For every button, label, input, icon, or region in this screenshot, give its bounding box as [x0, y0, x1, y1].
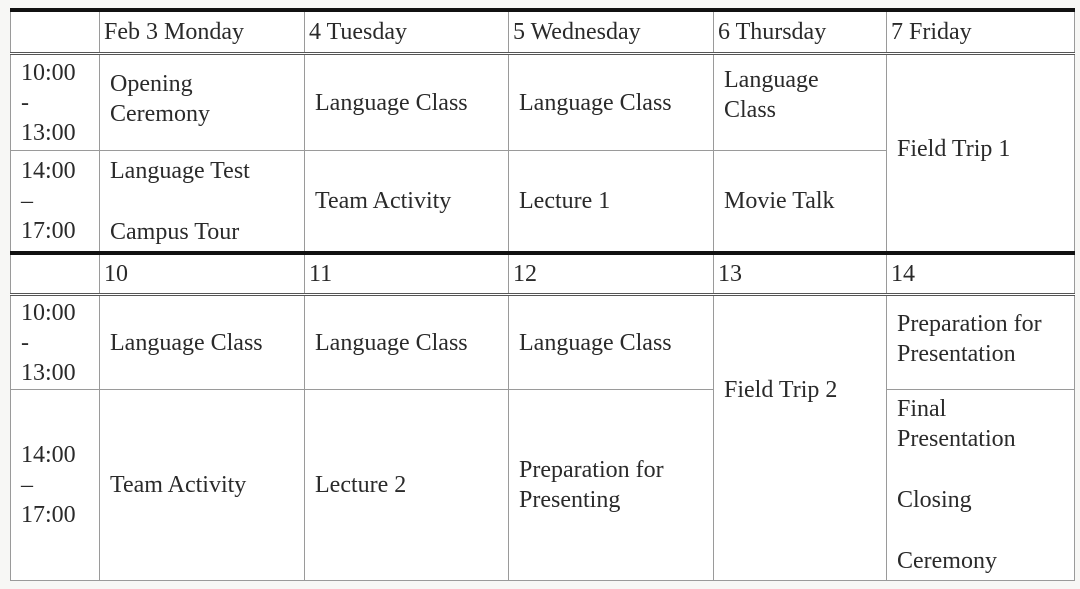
week1-header-monday: Feb 3 Monday — [100, 10, 305, 54]
event-line: Language Test — [110, 157, 250, 184]
event-line: Field Trip 2 — [724, 377, 838, 403]
week2-friday-morning — [887, 295, 1075, 390]
week2-thursday-allday — [714, 295, 887, 581]
event-line: Field Trip 1 — [897, 136, 1011, 162]
week2-morning-time — [11, 295, 100, 390]
week2-tuesday-morning: Language Class — [305, 295, 509, 390]
event-line: Presentation — [897, 340, 1016, 367]
week1-wednesday-morning: Language Class — [509, 54, 714, 151]
week2-monday-afternoon: Team Activity — [100, 390, 305, 581]
week2-tuesday-afternoon: Lecture 2 — [305, 390, 509, 581]
time-dash: - — [21, 329, 29, 356]
line-gap — [897, 454, 1074, 485]
week1-monday-morning — [100, 54, 305, 151]
week1-header-thursday: 6 Thursday — [714, 10, 887, 54]
week2-header-tuesday: 11 — [305, 253, 509, 295]
week1-thursday-morning — [714, 54, 887, 151]
week1-header-row — [11, 10, 1075, 54]
week2-header-corner — [11, 253, 100, 295]
event-line: Class — [724, 96, 777, 123]
week2-monday-morning: Language Class — [100, 295, 305, 390]
week1-thursday-afternoon: Movie Talk — [714, 151, 887, 254]
week2-header-thursday: 13 — [714, 253, 887, 295]
event-line: Closing — [897, 487, 972, 513]
week2-header-row — [11, 253, 1075, 295]
time-end: 13:00 — [21, 119, 76, 146]
week1-morning-time — [11, 54, 100, 151]
event-line: Final — [897, 396, 947, 422]
time-start: 10:00 — [21, 299, 76, 326]
line-gap — [897, 515, 1074, 546]
week1-header-tuesday: 4 Tuesday — [305, 10, 509, 54]
week1-tuesday-afternoon: Team Activity — [305, 151, 509, 254]
time-dash: – — [21, 188, 33, 214]
week1-header-corner — [11, 10, 100, 54]
week1-wednesday-afternoon: Lecture 1 — [509, 151, 714, 254]
event-line: Ceremony — [110, 100, 210, 127]
time-end: 13:00 — [21, 359, 76, 386]
schedule-table — [10, 8, 1075, 581]
event-line: Presentation — [897, 426, 1016, 452]
time-start: 10:00 — [21, 59, 76, 86]
week1-header-friday: 7 Friday — [887, 10, 1075, 54]
time-end: 17:00 — [21, 502, 76, 528]
week2-header-wednesday: 12 — [509, 253, 714, 295]
week1-header-wednesday: 5 Wednesday — [509, 10, 714, 54]
time-start: 14:00 — [21, 158, 76, 184]
week2-afternoon-time — [11, 390, 100, 581]
event-line: Ceremony — [897, 548, 997, 574]
event-line: Opening — [110, 70, 193, 97]
event-line: Presenting — [519, 487, 621, 513]
week2-afternoon-row — [11, 390, 1075, 581]
week2-friday-afternoon — [887, 390, 1075, 581]
week1-morning-row — [11, 54, 1075, 151]
week2-header-monday: 10 — [100, 253, 305, 295]
week2-header-friday: 14 — [887, 253, 1075, 295]
week1-afternoon-time — [11, 151, 100, 254]
event-line: Preparation for — [897, 310, 1042, 337]
event-line: Language — [724, 66, 819, 93]
time-dash: – — [21, 472, 33, 498]
week1-tuesday-morning: Language Class — [305, 54, 509, 151]
line-gap — [110, 186, 304, 217]
week1-monday-afternoon — [100, 151, 305, 254]
time-end: 17:00 — [21, 218, 76, 244]
week2-morning-row — [11, 295, 1075, 390]
time-start: 14:00 — [21, 442, 76, 468]
event-line: Campus Tour — [110, 218, 240, 245]
event-line: Preparation for — [519, 457, 664, 483]
time-dash: - — [21, 89, 29, 116]
week1-friday-allday — [887, 54, 1075, 254]
week2-wednesday-morning: Language Class — [509, 295, 714, 390]
week2-wednesday-afternoon — [509, 390, 714, 581]
